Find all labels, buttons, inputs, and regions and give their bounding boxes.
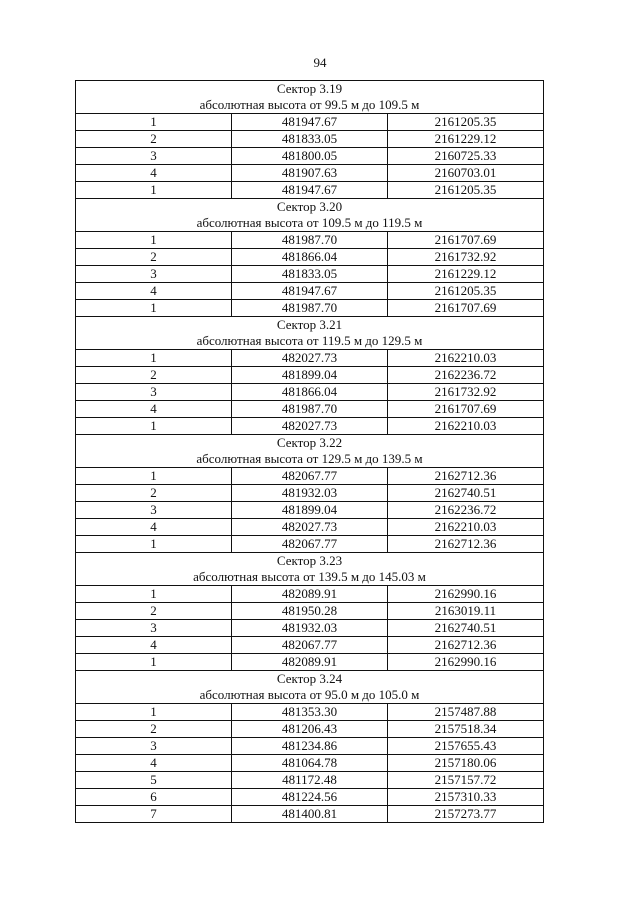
table-row (76, 249, 544, 266)
sector-title-row (76, 199, 544, 216)
y-coordinate-cell: 2162990.16 (388, 586, 544, 603)
table-row (76, 165, 544, 182)
point-number-cell: 2 (76, 249, 232, 266)
point-number-cell: 2 (76, 721, 232, 738)
x-coordinate-cell: 481987.70 (232, 401, 388, 418)
point-number-cell: 1 (76, 654, 232, 671)
point-number-cell: 4 (76, 401, 232, 418)
x-coordinate-cell: 481400.81 (232, 806, 388, 823)
coordinates-table (75, 80, 544, 823)
point-number-cell: 1 (76, 704, 232, 721)
y-coordinate-cell: 2162210.03 (388, 519, 544, 536)
x-coordinate-cell: 481899.04 (232, 502, 388, 519)
point-number-cell: 3 (76, 620, 232, 637)
x-coordinate-cell: 481907.63 (232, 165, 388, 182)
table-row (76, 772, 544, 789)
point-number-cell: 6 (76, 789, 232, 806)
x-coordinate-cell: 482027.73 (232, 350, 388, 367)
point-number-cell: 2 (76, 485, 232, 502)
y-coordinate-cell: 2161707.69 (388, 401, 544, 418)
table-row (76, 131, 544, 148)
y-coordinate-cell: 2161205.35 (388, 182, 544, 199)
point-number-cell: 7 (76, 806, 232, 823)
x-coordinate-cell: 481950.28 (232, 603, 388, 620)
point-number-cell: 3 (76, 266, 232, 283)
x-coordinate-cell: 481833.05 (232, 266, 388, 283)
x-coordinate-cell: 481947.67 (232, 114, 388, 131)
sector-subtitle-row (76, 451, 544, 468)
y-coordinate-cell: 2161229.12 (388, 266, 544, 283)
x-coordinate-cell: 481899.04 (232, 367, 388, 384)
point-number-cell: 1 (76, 300, 232, 317)
x-coordinate-cell: 481932.03 (232, 485, 388, 502)
sector-title: Сектор 3.24 (76, 671, 544, 688)
point-number-cell: 2 (76, 131, 232, 148)
sector-altitude-range: абсолютная высота от 109.5 м до 119.5 м (76, 215, 544, 232)
x-coordinate-cell: 481866.04 (232, 384, 388, 401)
y-coordinate-cell: 2162740.51 (388, 485, 544, 502)
sector-title: Сектор 3.21 (76, 317, 544, 334)
point-number-cell: 1 (76, 418, 232, 435)
sector-altitude-range: абсолютная высота от 139.5 м до 145.03 м (76, 569, 544, 586)
y-coordinate-cell: 2160703.01 (388, 165, 544, 182)
sector-subtitle-row (76, 97, 544, 114)
point-number-cell: 4 (76, 283, 232, 300)
y-coordinate-cell: 2160725.33 (388, 148, 544, 165)
x-coordinate-cell: 481932.03 (232, 620, 388, 637)
x-coordinate-cell: 481224.56 (232, 789, 388, 806)
table-row (76, 755, 544, 772)
x-coordinate-cell: 481947.67 (232, 283, 388, 300)
y-coordinate-cell: 2157157.72 (388, 772, 544, 789)
x-coordinate-cell: 481866.04 (232, 249, 388, 266)
point-number-cell: 1 (76, 182, 232, 199)
x-coordinate-cell: 481234.86 (232, 738, 388, 755)
sector-title-row (76, 671, 544, 688)
y-coordinate-cell: 2157310.33 (388, 789, 544, 806)
y-coordinate-cell: 2162712.36 (388, 637, 544, 654)
table-row (76, 586, 544, 603)
table-row (76, 603, 544, 620)
table-row (76, 485, 544, 502)
point-number-cell: 1 (76, 468, 232, 485)
x-coordinate-cell: 481172.48 (232, 772, 388, 789)
table-row (76, 637, 544, 654)
point-number-cell: 4 (76, 165, 232, 182)
coordinates-table-body (76, 81, 544, 823)
point-number-cell: 1 (76, 114, 232, 131)
y-coordinate-cell: 2157487.88 (388, 704, 544, 721)
x-coordinate-cell: 481987.70 (232, 232, 388, 249)
sector-title: Сектор 3.19 (76, 81, 544, 98)
y-coordinate-cell: 2162990.16 (388, 654, 544, 671)
sector-subtitle-row (76, 569, 544, 586)
x-coordinate-cell: 482089.91 (232, 586, 388, 603)
table-row (76, 401, 544, 418)
table-row (76, 738, 544, 755)
point-number-cell: 1 (76, 586, 232, 603)
table-row (76, 519, 544, 536)
x-coordinate-cell: 481353.30 (232, 704, 388, 721)
table-row (76, 367, 544, 384)
y-coordinate-cell: 2162236.72 (388, 367, 544, 384)
point-number-cell: 5 (76, 772, 232, 789)
table-row (76, 266, 544, 283)
y-coordinate-cell: 2161229.12 (388, 131, 544, 148)
y-coordinate-cell: 2161205.35 (388, 283, 544, 300)
y-coordinate-cell: 2162712.36 (388, 468, 544, 485)
sector-subtitle-row (76, 215, 544, 232)
table-row (76, 148, 544, 165)
y-coordinate-cell: 2161707.69 (388, 300, 544, 317)
table-row (76, 182, 544, 199)
sector-subtitle-row (76, 333, 544, 350)
x-coordinate-cell: 482067.77 (232, 637, 388, 654)
point-number-cell: 2 (76, 367, 232, 384)
y-coordinate-cell: 2161732.92 (388, 384, 544, 401)
table-row (76, 704, 544, 721)
table-row (76, 620, 544, 637)
point-number-cell: 3 (76, 148, 232, 165)
sector-altitude-range: абсолютная высота от 95.0 м до 105.0 м (76, 687, 544, 704)
table-row (76, 283, 544, 300)
x-coordinate-cell: 482067.77 (232, 536, 388, 553)
point-number-cell: 1 (76, 350, 232, 367)
point-number-cell: 1 (76, 232, 232, 249)
table-row (76, 418, 544, 435)
page-number: 94 (313, 55, 327, 70)
point-number-cell: 4 (76, 637, 232, 654)
x-coordinate-cell: 482089.91 (232, 654, 388, 671)
x-coordinate-cell: 481800.05 (232, 148, 388, 165)
point-number-cell: 2 (76, 603, 232, 620)
sector-altitude-range: абсолютная высота от 129.5 м до 139.5 м (76, 451, 544, 468)
sector-subtitle-row (76, 687, 544, 704)
y-coordinate-cell: 2161707.69 (388, 232, 544, 249)
y-coordinate-cell: 2157273.77 (388, 806, 544, 823)
y-coordinate-cell: 2157180.06 (388, 755, 544, 772)
point-number-cell: 3 (76, 738, 232, 755)
sector-title: Сектор 3.20 (76, 199, 544, 216)
y-coordinate-cell: 2157655.43 (388, 738, 544, 755)
sector-title-row (76, 435, 544, 452)
point-number-cell: 3 (76, 502, 232, 519)
point-number-cell: 4 (76, 755, 232, 772)
table-row (76, 654, 544, 671)
sector-title: Сектор 3.23 (76, 553, 544, 570)
y-coordinate-cell: 2161732.92 (388, 249, 544, 266)
x-coordinate-cell: 481947.67 (232, 182, 388, 199)
y-coordinate-cell: 2162712.36 (388, 536, 544, 553)
y-coordinate-cell: 2163019.11 (388, 603, 544, 620)
table-row (76, 468, 544, 485)
sector-altitude-range: абсолютная высота от 99.5 м до 109.5 м (76, 97, 544, 114)
x-coordinate-cell: 481987.70 (232, 300, 388, 317)
x-coordinate-cell: 481833.05 (232, 131, 388, 148)
y-coordinate-cell: 2162210.03 (388, 418, 544, 435)
table-row (76, 536, 544, 553)
y-coordinate-cell: 2162210.03 (388, 350, 544, 367)
y-coordinate-cell: 2157518.34 (388, 721, 544, 738)
x-coordinate-cell: 482027.73 (232, 519, 388, 536)
table-row (76, 350, 544, 367)
table-row (76, 721, 544, 738)
table-row (76, 300, 544, 317)
x-coordinate-cell: 481206.43 (232, 721, 388, 738)
table-row (76, 114, 544, 131)
x-coordinate-cell: 482027.73 (232, 418, 388, 435)
table-row (76, 789, 544, 806)
point-number-cell: 3 (76, 384, 232, 401)
y-coordinate-cell: 2162740.51 (388, 620, 544, 637)
x-coordinate-cell: 482067.77 (232, 468, 388, 485)
sector-title-row (76, 81, 544, 98)
x-coordinate-cell: 481064.78 (232, 755, 388, 772)
table-row (76, 502, 544, 519)
table-row (76, 384, 544, 401)
sector-title-row (76, 317, 544, 334)
sector-altitude-range: абсолютная высота от 119.5 м до 129.5 м (76, 333, 544, 350)
table-row (76, 806, 544, 823)
point-number-cell: 4 (76, 519, 232, 536)
y-coordinate-cell: 2161205.35 (388, 114, 544, 131)
sector-title: Сектор 3.22 (76, 435, 544, 452)
point-number-cell: 1 (76, 536, 232, 553)
y-coordinate-cell: 2162236.72 (388, 502, 544, 519)
table-row (76, 232, 544, 249)
sector-title-row (76, 553, 544, 570)
